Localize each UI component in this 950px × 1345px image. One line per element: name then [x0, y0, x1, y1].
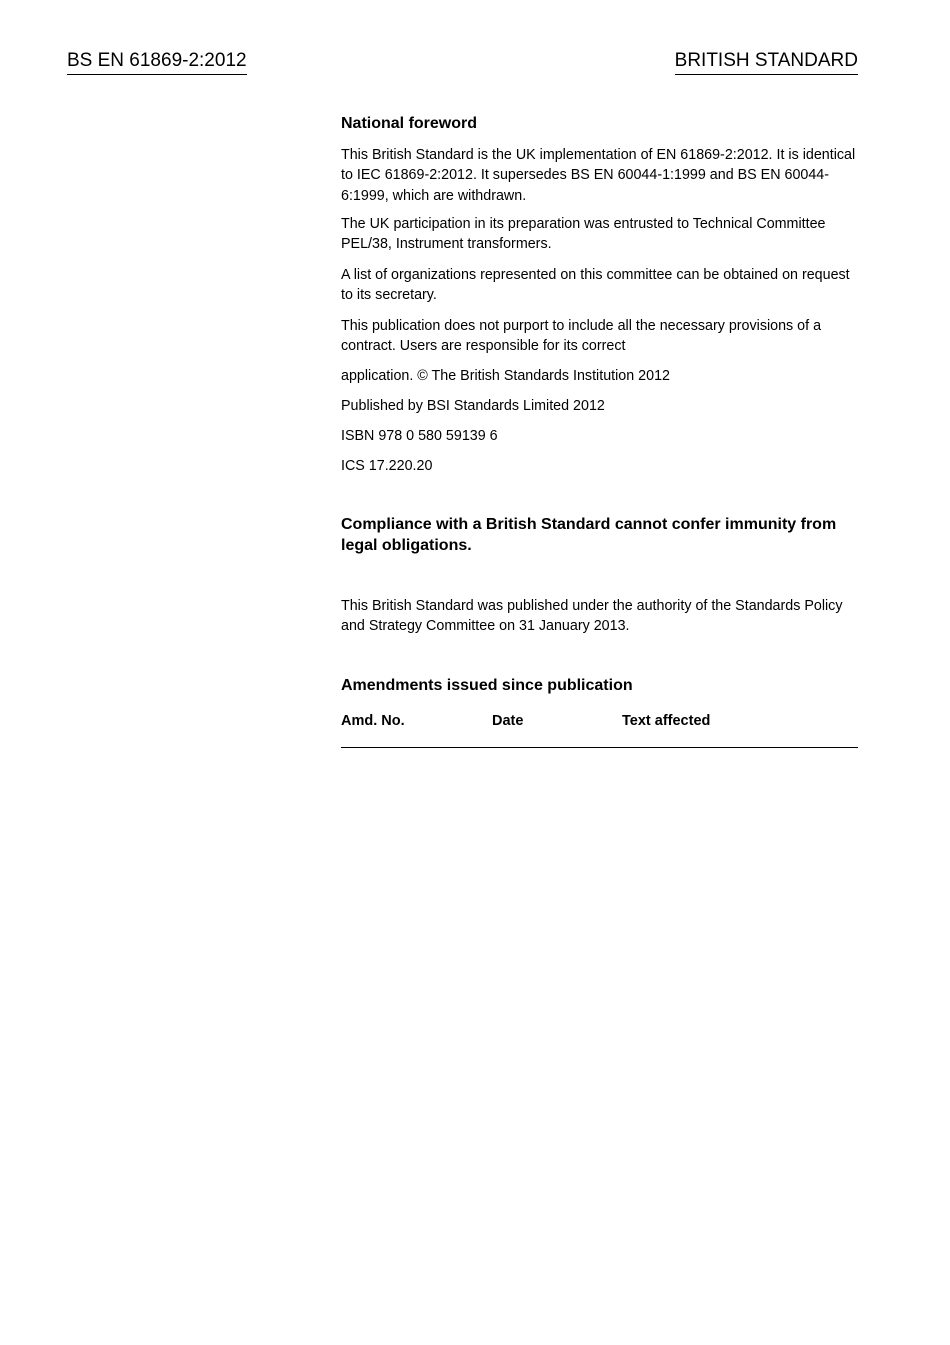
compliance-notice: Compliance with a British Standard cannot confer immunity from legal obligations.	[341, 516, 837, 554]
column-header-text-affected: Text affected	[622, 713, 711, 729]
foreword-paragraph: This British Standard is the UK implementation of EN 61869-2:2012. It is identical to IEC 61869-2:2012. It supersedes BS EN 60044-1:1999 and BS EN 60044-6:1999, which are withdrawn.	[341, 147, 856, 204]
ics-line: ICS 17.220.20	[341, 458, 433, 474]
isbn-line: ISBN 978 0 580 59139 6	[341, 428, 498, 444]
column-header-date: Date	[492, 713, 524, 729]
publisher-line: Published by BSI Standards Limited 2012	[341, 398, 605, 414]
foreword-paragraph: The UK participation in its preparation was entrusted to Technical Committee PEL/38, Instrument transformers.	[341, 216, 826, 253]
publication-authority: This British Standard was published under the authority of the Standards Policy and Strategy Committee on 31 January 2013.	[341, 598, 843, 635]
amendments-title: Amendments issued since publication	[341, 677, 633, 694]
column-header-amd-no: Amd. No.	[341, 713, 405, 729]
foreword-paragraph: This publication does not purport to include all the necessary provisions of a contract. Users are responsible for its correct	[341, 318, 822, 355]
amendments-table	[341, 711, 858, 748]
foreword-paragraph: A list of organizations represented on this committee can be obtained on request to its secretary.	[341, 267, 850, 304]
header-standard-number: BS EN 61869-2:2012	[67, 49, 247, 75]
foreword-title: National foreword	[341, 115, 478, 132]
header-document-type: BRITISH STANDARD	[675, 49, 858, 75]
copyright-line: application. © The British Standards Institution 2012	[341, 368, 670, 384]
